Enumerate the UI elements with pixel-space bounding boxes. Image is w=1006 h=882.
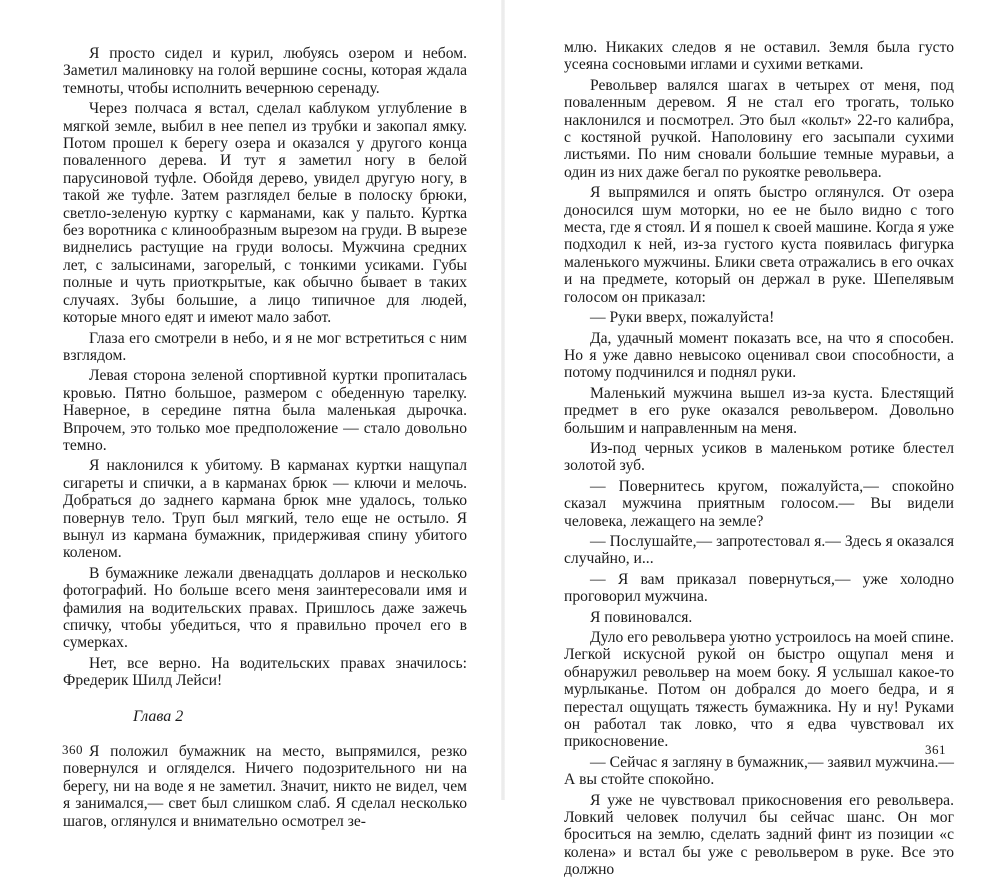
paragraph: Я просто сидел и курил, любуясь озером и небом. Заметил малиновку на голой вершине сосны, которая ждала темноты, чтобы исполнить вечернюю серенаду.	[63, 45, 467, 97]
paragraph: Нет, все верно. На водительских правах значилось: Фредерик Шилд Лейси!	[63, 654, 467, 690]
chapter-heading: Глава 2	[133, 707, 184, 725]
paragraph: Через полчаса я встал, сделал каблуком углубление в мягкой земле, выбил в нее пепел из трубки и закопал ямку. Потом прошел к берегу озера и оказался у другого конца поваленного дерева. И тут я заметил ногу в белой парусиновой туфле. Обойдя дерево, увидел другую ногу, в такой же туфле. Затем разглядел белые в полоску брюки, светло-зеленую куртку с карманами, как у пальто. Куртка без воротника с клинообразным вырезом на груди. В вырезе виднелись растущие на груди волосы. Мужчина средних лет, с залысинами, загорелый, с тонкими усиками. Губы полные и чуть приоткрытые, как обычно бывает в таких случаях. Зубы большие, а лицо типичное для людей, которые много едят и имеют мало забот.	[63, 100, 467, 327]
paragraph: Я положил бумажник на место, выпрямился, резко повернулся и огляделся. Ничего подозрительного ни на берегу, ни на воде я не заметил. Значит, никто не видел, чем я занимался,— свет был слишком слаб. Я сделал несколько шагов, оглянулся и внимательно осмотрел зе-	[63, 743, 467, 830]
paragraph: Левая сторона зеленой спортивной куртки пропиталась кровью. Пятно большое, размером с обеденную тарелку. Наверное, в середине пятна была маленькая дырочка. Впрочем, это только мое предположение — стало довольно темно.	[63, 367, 467, 454]
paragraph: Я уже не чувствовал прикосновения его револьвера. Ловкий человек получил бы сейчас шанс. Он мог броситься на землю, сделать задний финт из позиции «с колена» и встал бы уже с револьвером в руке. Все это должно	[564, 791, 954, 879]
paragraph: В бумажнике лежали двенадцать долларов и несколько фотографий. Но больше всего меня заинтересовали имя и фамилия на водительских правах. Пришлось даже зажечь спичку, чтобы убедиться, что я правильно прочел его в сумерках.	[63, 564, 467, 652]
right-page	[503, 0, 1006, 879]
page-number-left: 360	[62, 742, 83, 757]
paragraph: Револьвер валялся шагах в четырех от меня, под поваленным деревом. Я не стал его трогать, только наклонился и посмотрел. Это был «кольт» 22-го калибра, с костяной ручкой. Наполовину его засыпали сухими листьями. По ним сновали большие темные муравьи, а один из них даже бегал по рукоятке револьвера.	[564, 76, 954, 181]
paragraph: — Я вам приказал повернуться,— уже холодно проговорил мужчина.	[564, 570, 954, 606]
paragraph: — Послушайте,— запротестовал я.— Здесь я оказался случайно, и...	[564, 532, 954, 568]
paragraph: Из-под черных усиков в маленьком ротике блестел золотой зуб.	[564, 439, 954, 475]
paragraph: Маленький мужчина вышел из-за куста. Блестящий предмет в его руке оказался револьвером. Довольно большим и направленным на меня.	[564, 384, 954, 437]
paragraph: Я повиновался.	[590, 608, 693, 626]
paragraph: Дуло его револьвера уютно устроилось на моей спине. Легкой искусной рукой он быстро ощупал меня и обнаружил револьвер на моем боку. Я услышал какое-то мурлыканье. Потом он добрался до моего бедра, и я перестал ощущать тяжесть бумажника. Ну и ну! Руками он работал так ловко, что я едва чувствовал их прикосновение.	[564, 629, 954, 751]
page-number-right: 361	[925, 742, 946, 757]
paragraph: — Повернитесь кругом, пожалуйста,— спокойно сказал мужчина приятным голосом.— Вы видели человека, лежащего на земле?	[564, 477, 954, 530]
paragraph: Я выпрямился и опять быстро оглянулся. От озера доносился шум моторки, но ее не было видно с того места, где я стоял. И я пошел к своей машине. Когда я уже подходил к ней, из-за густого куста появилась фигурка маленького мужчины. Блики света отражались в его очках и на предмете, который он держал в руке. Шепелявым голосом он приказал:	[564, 184, 954, 306]
paragraph: Я наклонился к убитому. В карманах куртки нащупал сигареты и спички, а в карманах брюк — ключи и мелочь. Добраться до заднего кармана брюк мне удалось, только повернув тело. Труп был мягкий, тело еще не остыло. Я вынул из кармана бумажник, придерживая спину убитого коленом.	[63, 457, 467, 562]
paragraph: — Сейчас я загляну в бумажник,— заявил мужчина.— А вы стойте спокойно.	[564, 753, 954, 789]
paragraph: Глаза его смотрели в небо, и я не мог встретиться с ним взглядом.	[63, 329, 467, 364]
paragraph: — Руки вверх, пожалуйста!	[590, 309, 775, 327]
right-page-text	[564, 39, 954, 882]
continued-paragraph: млю. Никаких следов я не оставил. Земля была густо усеяна сосновыми иглами и сухими ветками.	[564, 39, 954, 74]
paragraph: Да, удачный момент показать все, на что я способен. Но я уже давно невысоко оценивал свои способности, а потому подчинился и поднял руки.	[564, 329, 954, 382]
left-page-text	[63, 45, 467, 833]
left-page	[0, 0, 503, 830]
